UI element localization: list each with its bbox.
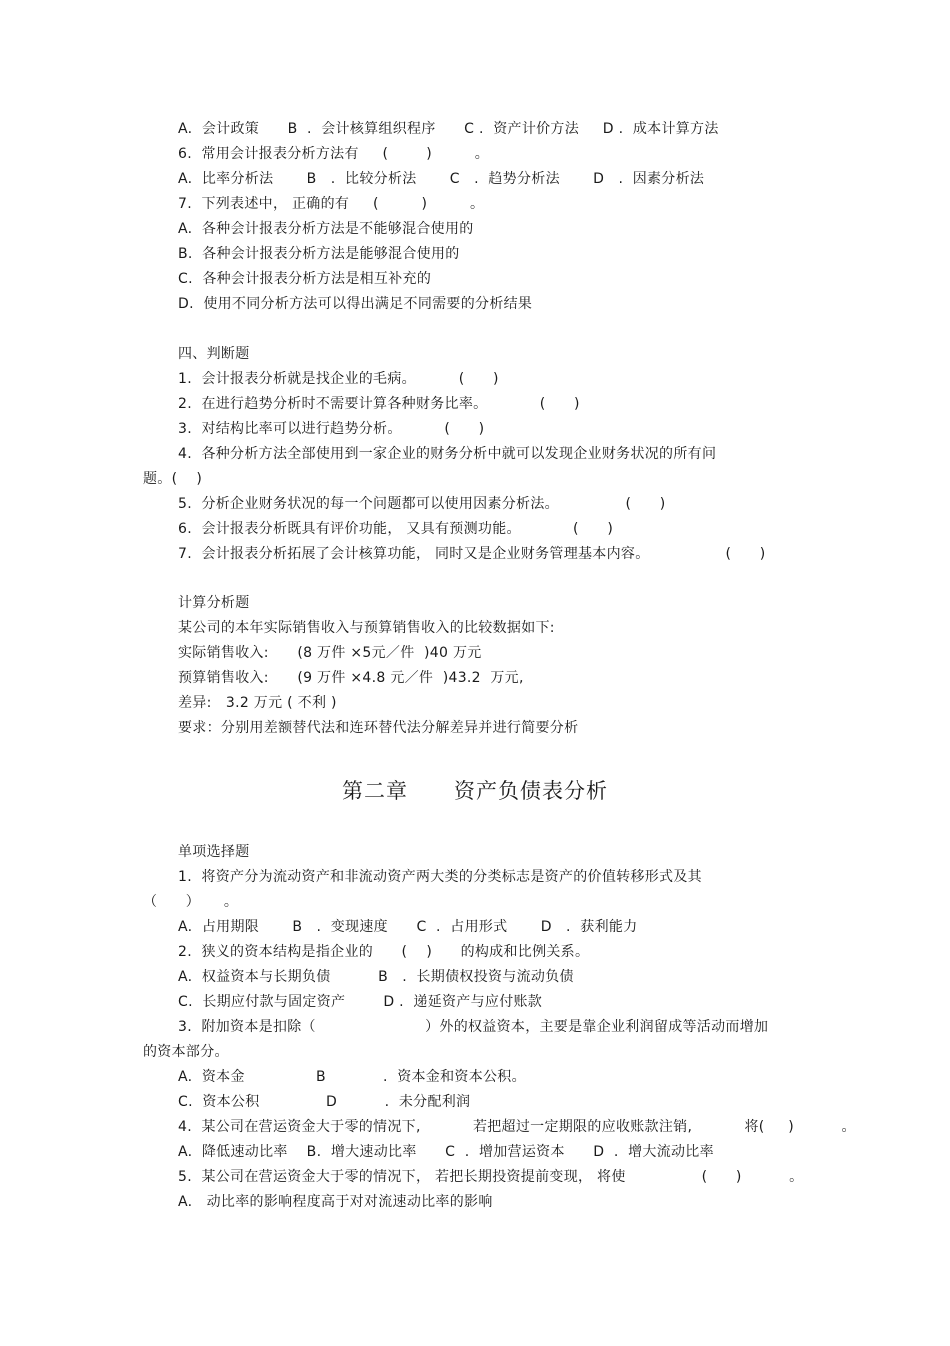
chapter-title: 第二章 资产负债表分析 [341,779,609,803]
q7-option-b: B. 各种会计报表分析方法是能够混合使用的 [178,246,460,262]
single-q3-options-cd: C. 资本公积 D . 未分配利润 [178,1094,471,1110]
single-q1-options: A. 占用期限 B . 变现速度 C . 占用形式 D . 获利能力 [178,919,638,935]
single-q1-line1: 1. 将资产分为流动资产和非流动资产两大类的分类标志是资产的价值转移形式及其 [178,869,702,885]
q7-option-d: D. 使用不同分析方法可以得出满足不同需要的分析结果 [178,296,533,312]
calc-intro: 某公司的本年实际销售收入与预算销售收入的比较数据如下: [178,620,555,636]
judge-heading: 四、判断题 [178,346,250,362]
calc-heading: 计算分析题 [178,595,250,611]
judge-q3: 3. 对结构比率可以进行趋势分析。 ( ) [178,421,485,437]
calc-budget: 预算销售收入: (9 万件 ×4.8 元／件 )43.2 万元, [178,670,524,686]
single-q4-options: A. 降低速动比率 B. 增大速动比率 C . 增加营运资本 D . 增大流动比率 [178,1144,714,1160]
q6-options-line: A. 比率分析法 B . 比较分析法 C . 趋势分析法 D . 因素分析法 [178,171,705,187]
q7-option-c: C. 各种会计报表分析方法是相互补充的 [178,271,432,287]
single-q5-option-a: A. 动比率的影响程度高于对对流速动比率的影响 [178,1194,493,1210]
judge-q7: 7. 会计报表分析拓展了会计核算功能， 同时又是企业财务管理基本内容。 ( ) [178,546,766,562]
single-q1-line2: （ ） 。 [143,894,239,910]
judge-q6: 6. 会计报表分析既具有评价功能， 又具有预测功能。 ( ) [178,521,614,537]
calc-requirement: 要求：分别用差额替代法和连环替代法分解差异并进行简要分析 [178,720,579,736]
q7-question-line: 7. 下列表述中， 正确的有 ( ) 。 [178,196,485,212]
single-q3-line1: 3. 附加资本是扣除（ ）外的权益资本，主要是靠企业利润留成等活动而增加 [178,1019,769,1035]
judge-q5: 5. 分析企业财务状况的每一个问题都可以使用因素分析法。 ( ) [178,496,666,512]
judge-q4-line1: 4. 各种分析方法全部使用到一家企业的财务分析中就可以发现企业财务状况的所有问 [178,446,717,462]
judge-q4-line2: 题。( ) [143,471,203,487]
calc-difference: 差异: 3.2 万元 ( 不利 ) [178,695,337,711]
q5-options-line: A. 会计政策 B . 会计核算组织程序 C . 资产计价方法 D . 成本计算方法 [178,121,719,137]
q6-question-line: 6. 常用会计报表分析方法有 ( ) 。 [178,146,490,162]
single-q3-line2: 的资本部分。 [143,1044,229,1060]
judge-q1: 1. 会计报表分析就是找企业的毛病。 ( ) [178,371,499,387]
single-q5: 5. 某公司在营运资金大于零的情况下， 若把长期投资提前变现， 将使 ( ) 。 [178,1169,804,1185]
single-q2: 2. 狭义的资本结构是指企业的 ( ) 的构成和比例关系。 [178,944,590,960]
single-q4: 4. 某公司在营运资金大于零的情况下, 若把超过一定期限的应收账款注销, 将( ) 。 [178,1119,856,1135]
single-choice-heading: 单项选择题 [178,844,250,860]
single-q2-options-cd: C. 长期应付款与固定资产 D . 递延资产与应付账款 [178,994,543,1010]
calc-actual: 实际销售收入: (8 万件 ×5元／件 )40 万元 [178,645,482,661]
single-q3-options-ab: A. 资本金 B . 资本金和资本公积。 [178,1069,526,1085]
judge-q2: 2. 在进行趋势分析时不需要计算各种财务比率。 ( ) [178,396,580,412]
q7-option-a: A. 各种会计报表分析方法是不能够混合使用的 [178,221,474,237]
single-q2-options-ab: A. 权益资本与长期负债 B . 长期债权投资与流动负债 [178,969,574,985]
